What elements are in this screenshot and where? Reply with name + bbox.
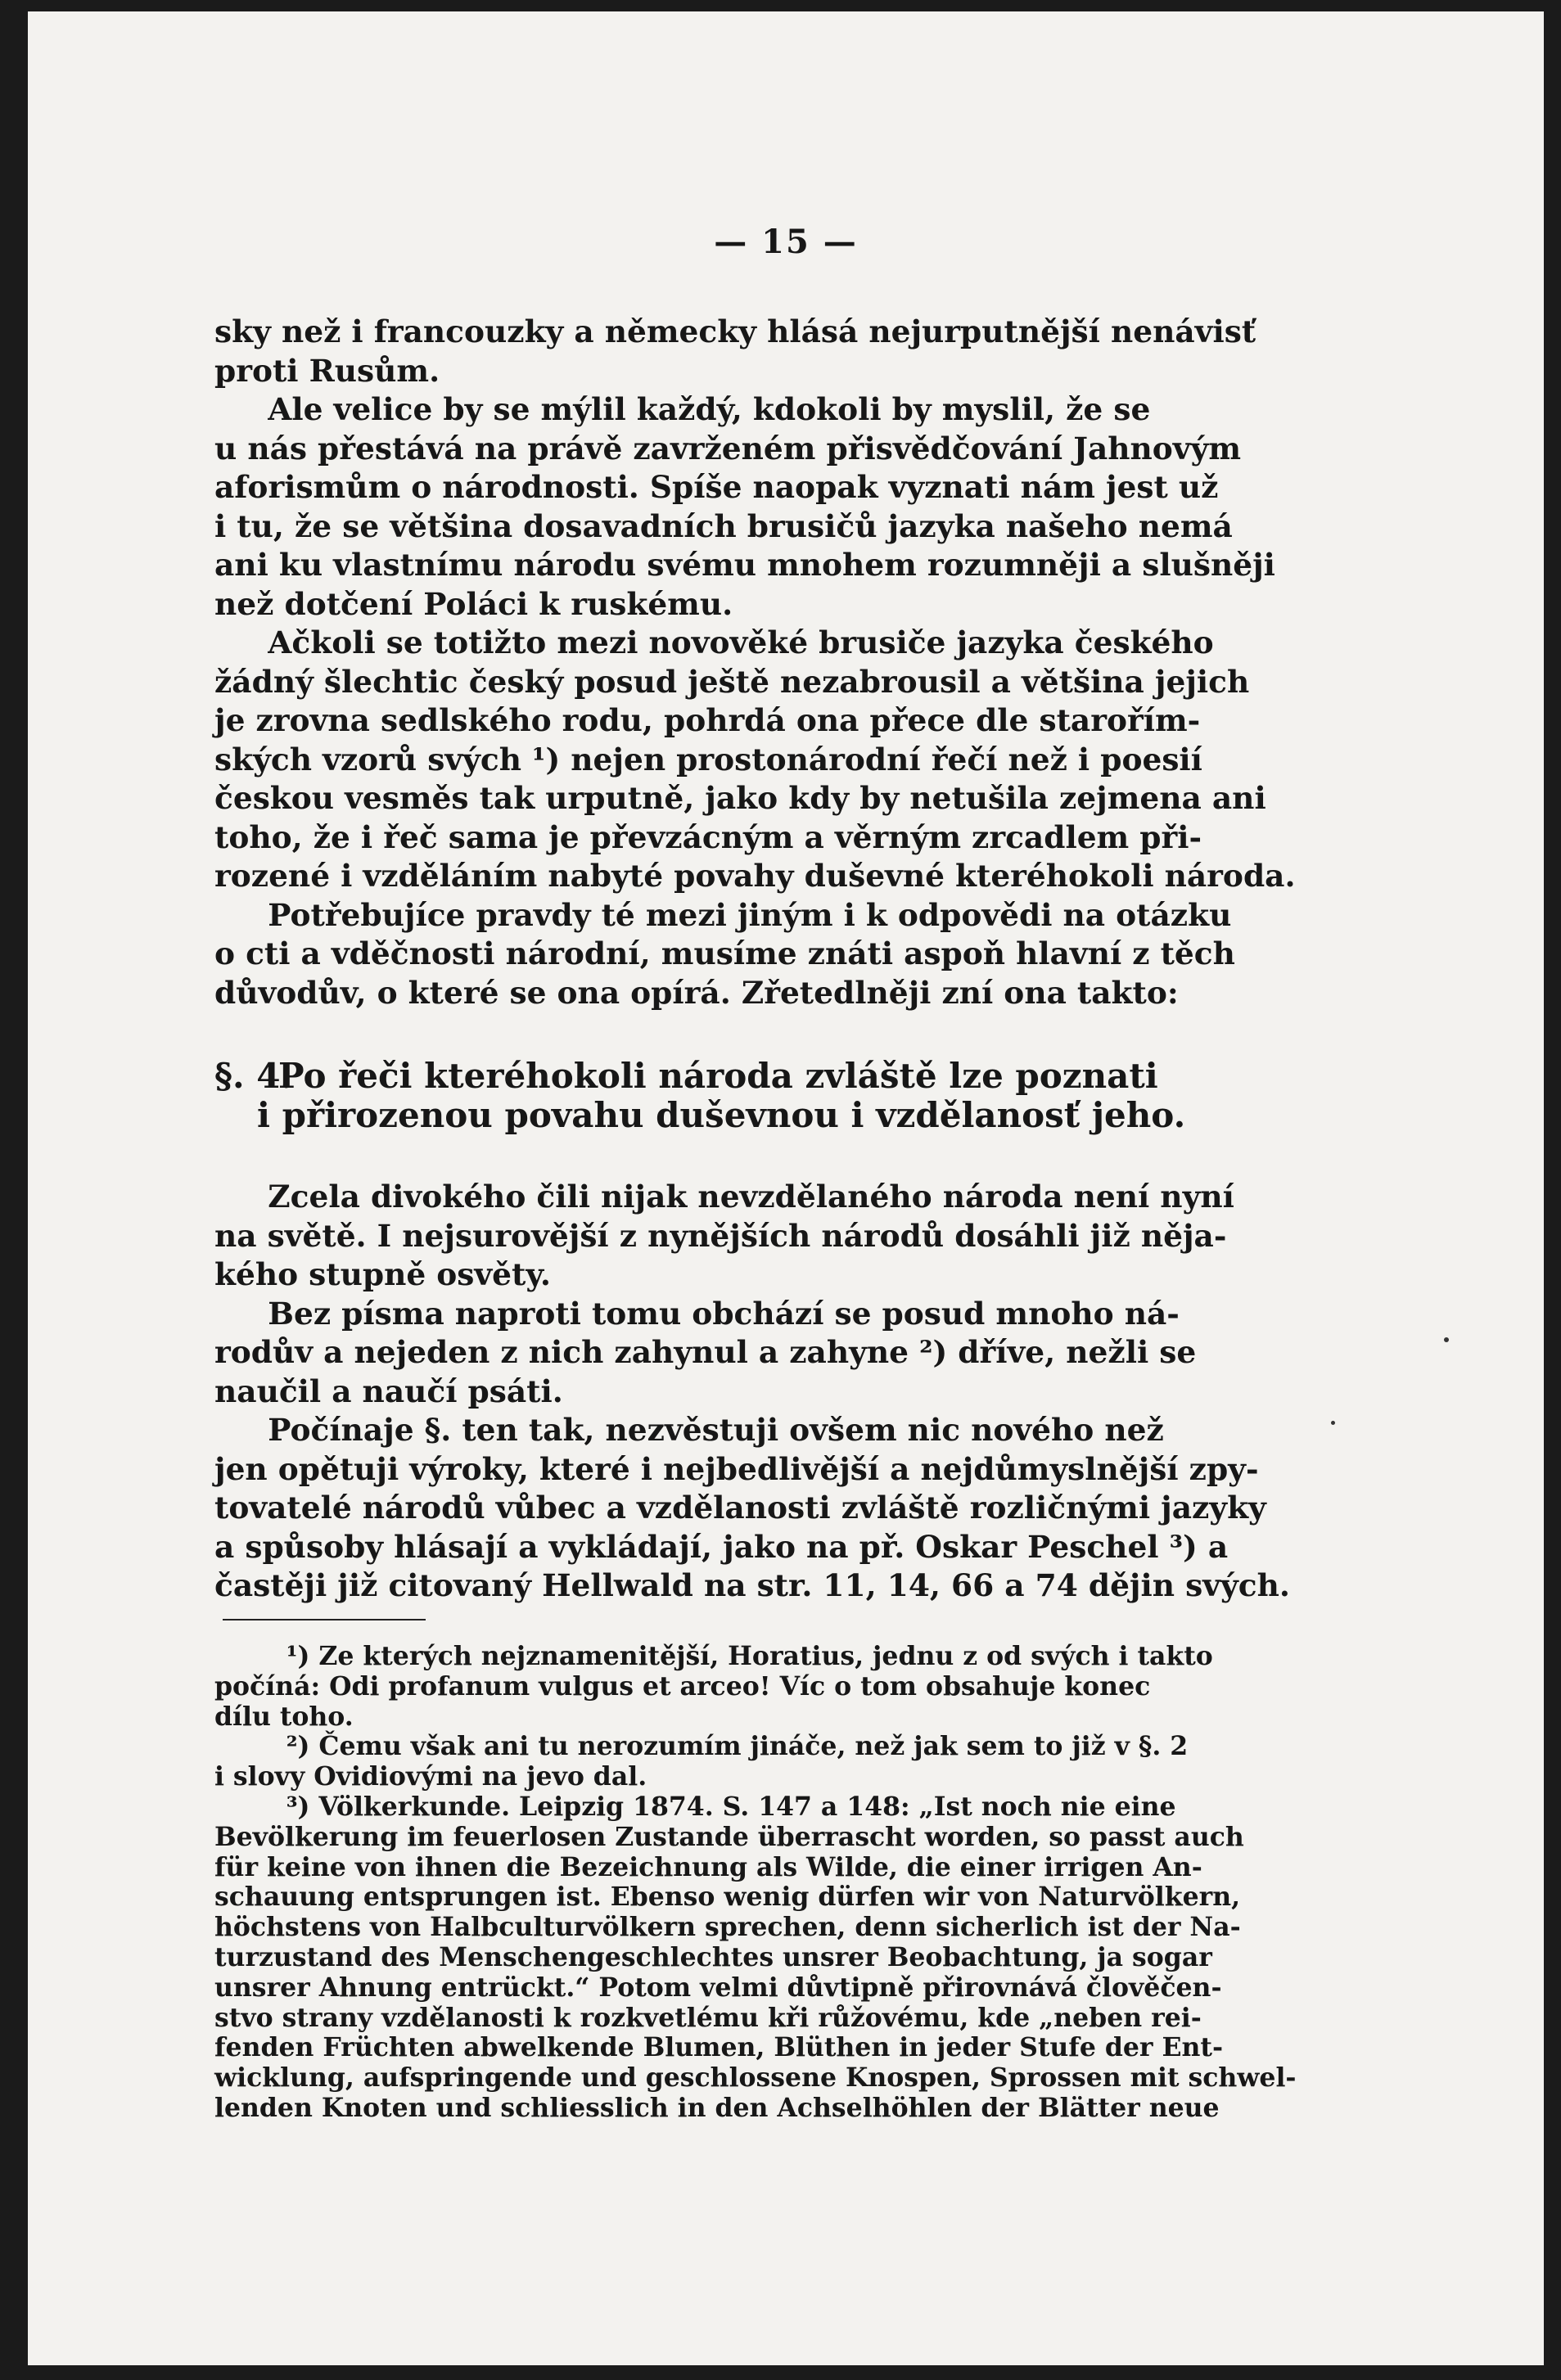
text-line: českou vesměs tak urputně, jako kdy by netušila zejmena ani bbox=[214, 780, 1266, 816]
section-marker: §. 4. bbox=[214, 1056, 293, 1096]
section-heading bbox=[214, 1057, 1295, 1135]
text-line: jen opětuji výroky, které i nejbedlivější a nejdůmyslnější zpy- bbox=[214, 1450, 1259, 1487]
text-line: aforismům o národnosti. Spíše naopak vyznati nám jest už bbox=[214, 469, 1219, 505]
text-line: u nás přestává na právě zavrženém přisvědčování Jahnovým bbox=[214, 430, 1242, 467]
footnote-line: schauung entsprungen ist. Ebenso wenig dürfen wir von Naturvölkern, bbox=[214, 1882, 1241, 1913]
footnote-line: höchstens von Halbculturvölkern sprechen, denn sicherlich ist der Na- bbox=[214, 1912, 1241, 1943]
text-line: Počínaje §. ten tak, nezvěstuji ovšem nic nového než bbox=[214, 1412, 1164, 1448]
text-line: Zcela divokého čili nijak nevzdělaného národa není nyní bbox=[214, 1179, 1234, 1215]
text-line: je zrovna sedlského rodu, pohrdá ona přece dle starořím- bbox=[214, 702, 1201, 738]
text-line: toho, že i řeč sama je převzácným a věrným zrcadlem při- bbox=[214, 818, 1202, 855]
footnote-line: für keine von ihnen die Bezeichnung als Wilde, die einer irrigen An- bbox=[214, 1851, 1202, 1882]
footnote-line: turzustand des Menschengeschlechtes unsrer Beobachtung, ja sogar bbox=[214, 1941, 1212, 1972]
page-number: — 15 — bbox=[714, 223, 858, 261]
footnote-line: Bevölkerung im feuerlosen Zustande überrascht worden, so passt auch bbox=[214, 1821, 1244, 1852]
footnote-line: fenden Früchten abwelkende Blumen, Blüthen in jeder Stufe der Ent- bbox=[214, 2032, 1224, 2063]
text-line: Ale velice by se mýlil každý, kdokoli by myslil, že se bbox=[214, 391, 1151, 427]
text-line: Potřebujíce pravdy té mezi jiným i k odpovědi na otázku bbox=[214, 896, 1232, 933]
footnote-line: dílu toho. bbox=[214, 1701, 354, 1732]
section-heading-line2: i přirozenou povahu duševnou i vzdělanosť jeho. bbox=[257, 1095, 1186, 1135]
footnote-line: lenden Knoten und schliesslich in den Achselhöhlen der Blätter neue bbox=[214, 2092, 1220, 2123]
book-page bbox=[28, 11, 1544, 2365]
text-line: ských vzorů svých ¹) nejen prostonárodní řečí než i poesií bbox=[214, 741, 1202, 778]
footnote-line: stvo strany vzdělanosti k rozkvetlému kři růžovému, kde „neben rei- bbox=[214, 2002, 1202, 2033]
text-line: na světě. I nejsurovější z nynějších národů dosáhli již něja- bbox=[214, 1217, 1227, 1254]
text-line: rozené i vzděláním nabyté povahy duševné kteréhokoli národa. bbox=[214, 858, 1296, 894]
footnote-divider bbox=[223, 1619, 426, 1620]
footnote-line: unsrer Ahnung entrückt.“ Potom velmi důvtipně přirovnává člověčen- bbox=[214, 1972, 1222, 2003]
text-line: o cti a vděčnosti národní, musíme znáti aspoň hlavní z těch bbox=[214, 935, 1235, 971]
text-line: sky než i francouzky a německy hlásá nejurputnější nenávisť bbox=[214, 313, 1256, 349]
footnote-line: i slovy Ovidiovými na jevo dal. bbox=[214, 1761, 647, 1792]
section-heading-line1: Po řeči kteréhokoli národa zvláště lze poznati bbox=[278, 1056, 1158, 1096]
paper-speck bbox=[1331, 1421, 1335, 1425]
footnotes bbox=[214, 1642, 1295, 2124]
text-line: důvodův, o které se ona opírá. Zřetedlněji zní ona takto: bbox=[214, 974, 1179, 1011]
footnote-line: wicklung, aufspringende und geschlossene Knospen, Sprossen mit schwel- bbox=[214, 2062, 1297, 2094]
main-text bbox=[214, 313, 1295, 1606]
text-line: proti Rusům. bbox=[214, 352, 440, 389]
paper-speck bbox=[1444, 1337, 1449, 1342]
text-line: žádný šlechtic český posud ještě nezabrousil a většina jejich bbox=[214, 663, 1250, 700]
footnote-line: počíná: Odi profanum vulgus et arceo! Víc o tom obsahuje konec bbox=[214, 1670, 1151, 1702]
text-line: kého stupně osvěty. bbox=[214, 1256, 551, 1292]
text-line: častěji již citovaný Hellwald na str. 11, 14, 66 a 74 dějin svých. bbox=[214, 1567, 1290, 1603]
text-line: i tu, že se většina dosavadních brusičů jazyka našeho nemá bbox=[214, 507, 1233, 544]
footnote-line: ³) Völkerkunde. Leipzig 1874. S. 147 a 148: „Ist noch nie eine bbox=[214, 1791, 1176, 1822]
footnote-line: ¹) Ze kterých nejznamenitější, Horatius, jednu z od svých i takto bbox=[214, 1641, 1213, 1671]
text-line: naučil a naučí psáti. bbox=[214, 1373, 563, 1409]
footnote-line: ²) Čemu však ani tu nerozumím jináče, než jak sem to již v §. 2 bbox=[214, 1731, 1189, 1762]
text-line: než dotčení Poláci k ruskému. bbox=[214, 585, 733, 622]
text-line: Bez písma naproti tomu obchází se posud mnoho ná- bbox=[214, 1295, 1180, 1332]
text-line: a spůsoby hlásají a vykládají, jako na př. Oskar Peschel ³) a bbox=[214, 1528, 1229, 1565]
text-line: tovatelé národů vůbec a vzdělanosti zvláště rozličnými jazyky bbox=[214, 1490, 1266, 1526]
text-line: Ačkoli se totižto mezi novověké brusiče jazyka českého bbox=[214, 624, 1214, 660]
text-line: ani ku vlastnímu národu svému mnohem rozumněji a slušněji bbox=[214, 547, 1275, 583]
text-line: rodův a nejeden z nich zahynul a zahyne ²) dříve, nežli se bbox=[214, 1334, 1197, 1370]
